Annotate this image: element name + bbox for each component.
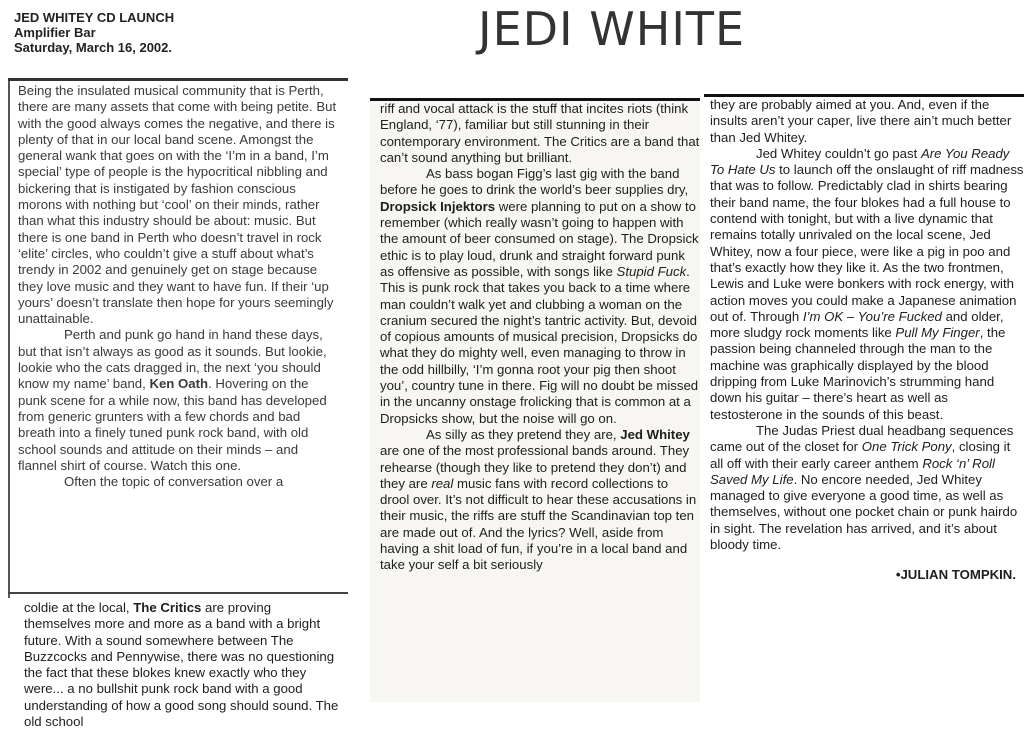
emphasis: real: [431, 475, 454, 491]
event-date: Saturday, March 16, 2002.: [14, 40, 173, 55]
paragraph: Perth and punk go hand in hand these days, but that isn’t always as good as it sounds. But lookie, lookie who the cats dragged in, the next ‘you should know my name’ band, Ken Oath. Hovering on the punk scene for a while now, this band has developed from generic grunters with a few chords and bad breath into a finely tuned punk rock band, with old school sounds and attitude on their minds – and flannel shirt of course. Watch this one.: [18, 327, 327, 473]
page-title: JEDI WHITE: [478, 2, 746, 56]
song-title: Are You Ready To Hate Us: [710, 145, 1010, 178]
paragraph: riff and vocal attack is the stuff that incites riots (think England, ‘77), familiar but still stunning in their contemporary environment. The Critics are a band that can’t sound anything but brilliant.: [380, 101, 700, 165]
paragraph: coldie at the local, The Critics are proving themselves more and more as a band with a bright future. With a sound somewhere between The Buzzcocks and Pennywise, there was no questioning the fact that these blokes knew exactly who they were... a no bullshit punk rock band with a good understanding of how a good song should sound. The old school: [24, 600, 339, 730]
song-title: Rock ‘n’ Roll Saved My Life: [710, 455, 995, 487]
paragraph: As bass bogan Figg’s last gig with the band before he goes to drink the world’s beer supplies dry, Dropsick Injektors were planning to put on a show to remember (which really wasn’t going to happen with the amount of beer consumed on stage). The Dropsick ethic is to play loud, drunk and straight forward punk as offensive as possible, with songs like Stupid Fuck. This is punk rock that takes you back to a time where man couldn’t walk yet and clubbing a woman on the cranium secured the night’s tantric activity. But, devoid of copious amounts of musical precision, Dropsicks do what they do mighty well, even managing to throw in the odd hillbilly, ‘I’m gonna root your pig then shoot you’, country tune in there. Fig will no doubt be missed in the uncanny onstage frolicking that is common at a Dropsicks show, but the noise will go on.: [380, 166, 699, 426]
article-column-3: [370, 98, 700, 702]
paragraph: Jed Whitey couldn’t go past Are You Ready To Hate Us to launch off the onslaught of riff madness that was to follow. Predictably clad in shirts bearing their band name, the four blokes had a full house to contend with tonight, but with a live dynamic that remains totally unrivaled on the local scene, Jed Whitey, now a four piece, were like a pig in poo and that’s exactly how they like it. As the two frontmen, Lewis and Luke were bonkers with rock energy, with action moves you could make a Japanese animation out of. Through I’m OK – You’re Fucked and older, more sludgy rock moments like Pull My Finger, the passion being channeled through the man to the machine was graphically displayed by the blood dripping from Luke Marinovich’s strumming hand down his guitar – there’s heart as well as testosterone in the sounds of this beast.: [710, 145, 1024, 422]
band-name: Dropsick Injektors: [380, 198, 496, 214]
article-column-1: [8, 78, 348, 594]
paragraph: they are probably aimed at you. And, even if the insults aren’t your caper, live there ain’t much better than Jed Whitey.: [710, 97, 1012, 145]
song-title: I’m OK – You’re Fucked: [802, 308, 942, 324]
paragraph: The Judas Priest dual headbang sequences came out of the closet for One Trick Pony, closing it all off with their early career anthem Rock ‘n’ Roll Saved My Life. No encore needed, Jed Whitey managed to give everyone a good time, as well as themselves, without one pocket chain or punk hairdo in sight. The revelation has arrived, and it’s about bloody time.: [710, 422, 1018, 553]
event-title: JED WHITEY CD LAUNCH: [14, 10, 175, 25]
article-column-2: [10, 600, 340, 750]
song-title: One Trick Pony: [861, 439, 952, 455]
paragraph: As silly as they pretend they are, Jed Whitey are one of the most professional bands around. They rehearse (though they like to pretend they don’t) and they are real music fans with record collections to drool over. It’s not difficult to hear these accusations in their music, the riffs are stuff the Scandinavian top ten are made out of. And the lyrics? Well, aside from having a shit load of fun, if you’re in a local band and take your self a bit seriously: [380, 426, 697, 573]
event-header: [14, 10, 314, 55]
paragraph: Often the topic of conversation over a: [64, 474, 284, 490]
paragraph: Being the insulated musical community that is Perth, there are many assets that come with being petite. But with the good always comes the negative, and there is plenty of that in our local band scene. Amongst the general wank that goes on with the ‘I’m in a band, I’m special’ type of people is the hypocritical nibbling and bickering that is instigated by fashion conscious morons with nothing but ‘cool’ on their minds, rather than what this industry should be about: music. But there is one band in Perth who doesn’t travel in rock ‘elite’ circles, who couldn’t give a stuff about what’s trendy in 2002 and genuinely get on stage because they love music and they want to have fun. If their ‘up yours’ doesn’t translate then hope for yours seemingly unattainable.: [18, 83, 337, 327]
band-name: Ken Oath: [149, 376, 209, 392]
band-name: The Critics: [133, 600, 202, 615]
band-name: Jed Whitey: [620, 426, 690, 442]
song-title: Pull My Finger: [895, 325, 980, 341]
song-title: Stupid Fuck: [616, 263, 687, 279]
author-signature: •JULIAN TOMPKIN.: [895, 567, 1016, 583]
event-venue: Amplifier Bar: [14, 25, 96, 40]
article-column-4: [704, 94, 1024, 704]
